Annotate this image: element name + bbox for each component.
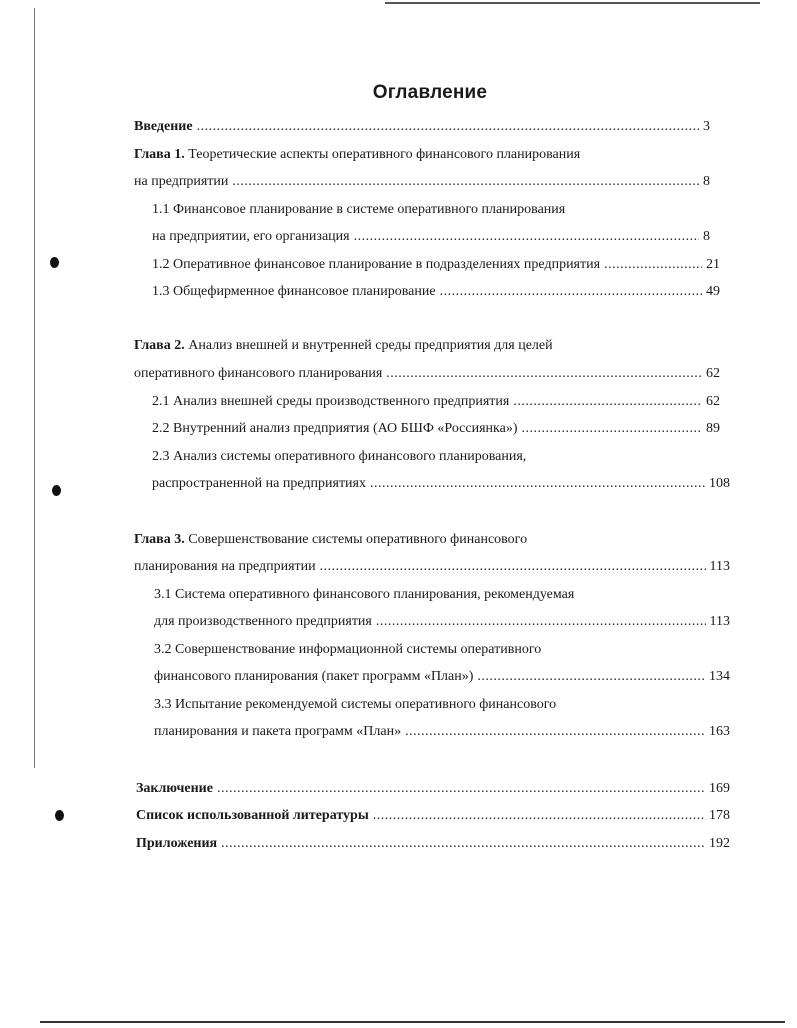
toc-entry-text: планирования и пакета программ «План» (154, 724, 402, 739)
toc-entry[interactable] (134, 146, 580, 164)
toc-entry-text: на предприятии (134, 174, 229, 189)
toc-entry-text: Теоретические аспекты оперативного финансового планирования (184, 147, 581, 162)
toc-entry[interactable] (154, 668, 730, 686)
toc-entry[interactable] (136, 807, 730, 825)
dot-leader (386, 365, 702, 383)
toc-entry[interactable] (152, 283, 720, 301)
dot-leader (513, 393, 702, 411)
toc-entry[interactable] (154, 641, 541, 659)
toc-entry-text: Анализ внешней и внутренней среды предприятия для целей (184, 338, 553, 353)
toc-entry[interactable] (154, 696, 556, 714)
toc-page-number: 134 (709, 669, 730, 684)
scan-edge-left (34, 8, 35, 768)
toc-page-number: 163 (709, 724, 730, 739)
toc-entry-text: 3.1 Система оперативного финансового планирования, рекомендуемая (154, 587, 575, 602)
dot-leader (232, 173, 699, 191)
toc-entry[interactable] (152, 201, 565, 219)
toc-entry-text: 2.3 Анализ системы оперативного финансового планирования, (152, 449, 527, 464)
toc-entry-text: Совершенствование системы оперативного финансового (184, 532, 528, 547)
dot-leader (604, 256, 702, 274)
toc-page-number: 89 (706, 421, 720, 436)
dot-leader (521, 420, 702, 438)
toc-entry[interactable] (134, 118, 710, 136)
chapter-prefix: Глава 2. (134, 338, 185, 353)
toc-entry[interactable] (152, 448, 526, 466)
punch-hole-mark (50, 257, 59, 268)
toc-entry-text: оперативного финансового планирования (134, 366, 383, 381)
toc-entry-text: финансового планирования (пакет программ «План») (154, 669, 474, 684)
page-title: Оглавление (372, 82, 488, 103)
toc-page-number: 62 (706, 394, 720, 409)
toc-entry[interactable] (134, 558, 730, 576)
scan-edge-bottom (40, 1021, 785, 1023)
toc-entry-label: Список использованной литературы (136, 808, 369, 823)
toc-page-number: 21 (706, 257, 720, 272)
toc-entry[interactable] (154, 613, 730, 631)
dot-leader (217, 780, 705, 798)
dot-leader (197, 118, 699, 136)
toc-entry-text: 1.1 Финансовое планирование в системе оперативного планирования (152, 202, 566, 217)
toc-page-number: 192 (709, 836, 730, 851)
toc-entry[interactable] (152, 393, 720, 411)
scan-edge-top (385, 2, 760, 4)
toc-entry-text: 1.3 Общефирменное финансовое планирование (152, 284, 436, 299)
toc-entry-text: планирования на предприятии (134, 559, 316, 574)
toc-page-number: 113 (709, 559, 730, 574)
toc-page-number: 178 (709, 808, 730, 823)
toc-entry-text: для производственного предприятия (154, 614, 372, 629)
toc-page-number: 8 (703, 229, 710, 244)
toc-entry-text: на предприятии, его организация (152, 229, 350, 244)
toc-page-number: 113 (709, 614, 730, 629)
punch-hole-mark (52, 485, 61, 496)
toc-page-number: 62 (706, 366, 720, 381)
dot-leader (370, 475, 705, 493)
toc-entry[interactable] (152, 475, 730, 493)
toc-entry-text: 3.2 Совершенствование информационной системы оперативного (154, 642, 542, 657)
toc-entry-text: распространенной на предприятиях (152, 476, 366, 491)
dot-leader (440, 283, 702, 301)
toc-entry-label: Заключение (136, 781, 213, 796)
toc-entry-text: 1.2 Оперативное финансовое планирование в подразделениях предприятия (152, 257, 601, 272)
toc-page-number: 3 (703, 119, 710, 134)
chapter-prefix: Глава 1. (134, 147, 185, 162)
punch-hole-mark (55, 810, 64, 821)
dot-leader (354, 228, 699, 246)
dot-leader (373, 807, 705, 825)
toc-entry[interactable] (152, 256, 720, 274)
toc-entry[interactable] (154, 586, 574, 604)
chapter-prefix: Глава 3. (134, 532, 185, 547)
toc-page-number: 49 (706, 284, 720, 299)
toc-page-number: 108 (709, 476, 730, 491)
dot-leader (376, 613, 706, 631)
toc-entry[interactable] (134, 173, 710, 191)
toc-entry-text: 3.3 Испытание рекомендуемой системы оперативного финансового (154, 697, 557, 712)
toc-entry[interactable] (152, 228, 710, 246)
toc-entry-label: Приложения (136, 836, 218, 851)
dot-leader (221, 835, 705, 853)
dot-leader (320, 558, 706, 576)
toc-entry[interactable] (154, 723, 730, 741)
toc-entry[interactable] (134, 531, 527, 549)
toc-entry[interactable] (136, 780, 730, 798)
toc-entry-label: Введение (134, 119, 193, 134)
toc-page-number: 169 (709, 781, 730, 796)
toc-entry[interactable] (134, 365, 720, 383)
toc-entry-text: 2.2 Внутренний анализ предприятия (АО БШФ «Россиянка») (152, 421, 518, 436)
toc-entry[interactable] (152, 420, 720, 438)
toc-entry[interactable] (136, 835, 730, 853)
toc-entry-text: 2.1 Анализ внешней среды производственного предприятия (152, 394, 510, 409)
toc-page-number: 8 (703, 174, 710, 189)
dot-leader (477, 668, 705, 686)
toc-entry[interactable] (134, 337, 553, 355)
dot-leader (405, 723, 705, 741)
